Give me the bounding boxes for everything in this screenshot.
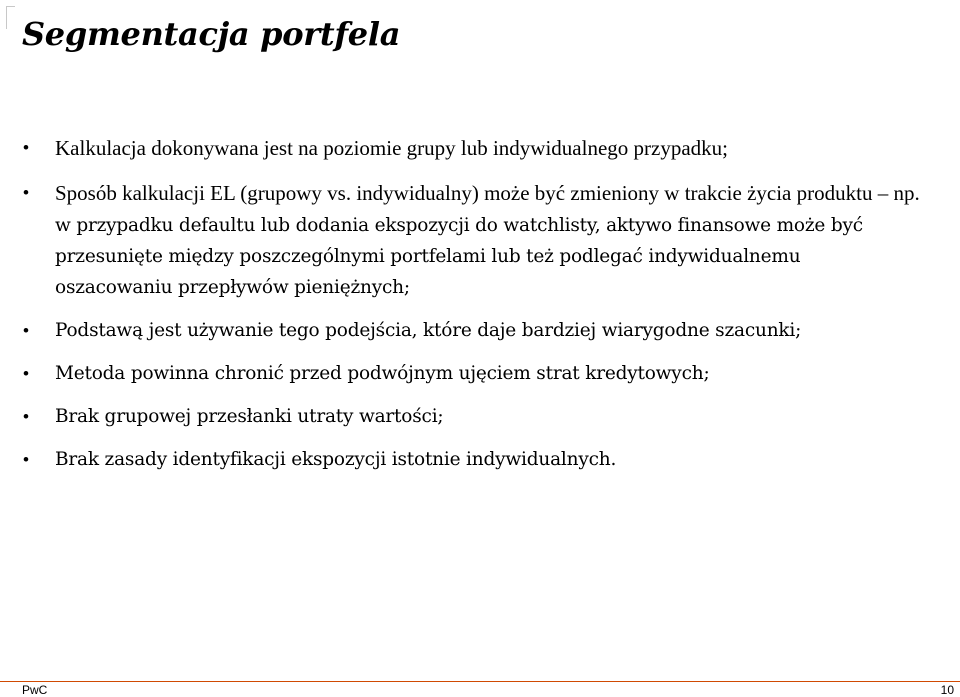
bullet-text: Kalkulacja dokonywana jest na poziomie grupy lub indywidualnego przypadku; [55,136,728,160]
bullet-text-part2: w przypadku defaultu lub dodania ekspozycji do watchlisty, aktywo finansowe może być przesunięte między poszczególnymi portfelami lub też podlegać indywidualnemu oszacowaniu przepływów pieniężnych; [55,215,863,298]
bullet-item [22,359,922,390]
bullet-marker: • [23,321,29,340]
footer-brand: PwC [22,683,48,697]
bullet-list [22,133,922,488]
bullet-item [22,316,922,347]
bullet-marker: • [23,407,29,426]
bullet-marker: • [23,183,29,202]
corner-bracket [6,6,15,29]
bullet-item [22,402,922,433]
bullet-item [22,178,922,304]
bullet-text-part1: Sposób kalkulacji EL (grupowy vs. indywidualny) może być zmieniony w trakcie życia produktu – np. [55,181,920,205]
bullet-item [22,445,922,476]
slide-title: Segmentacja portfela [22,15,401,53]
footer-divider [0,681,960,682]
bullet-marker: • [23,364,29,383]
bullet-text: Podstawą jest używanie tego podejścia, które daje bardziej wiarygodne szacunki; [55,320,802,341]
bullet-text: Brak zasady identyfikacji ekspozycji istotnie indywidualnych. [55,449,617,470]
bullet-marker: • [23,450,29,469]
bullet-text: Metoda powinna chronić przed podwójnym ujęciem strat kredytowych; [55,363,710,384]
bullet-item [22,133,922,166]
page-number: 10 [940,683,954,697]
bullet-marker: • [23,138,29,157]
bullet-text: Brak grupowej przesłanki utraty wartości; [55,406,444,427]
